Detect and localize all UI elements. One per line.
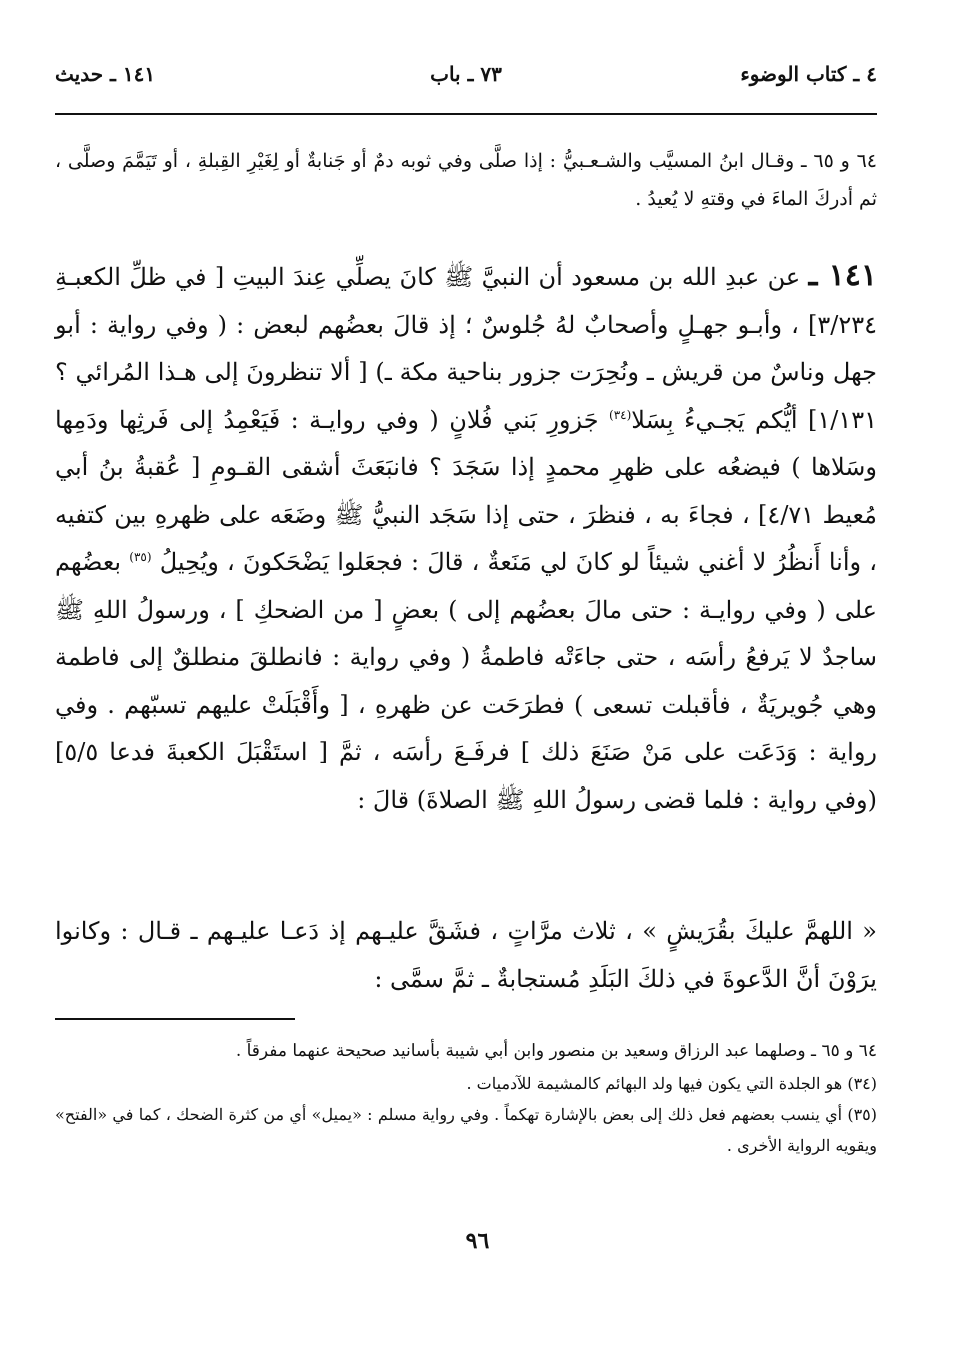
section-title: ٧٣ ـ باب xyxy=(430,62,502,86)
hadith-paragraph xyxy=(55,252,877,824)
hadith-reference: ١٤١ ـ حديث xyxy=(55,62,156,86)
footnote-divider xyxy=(55,1018,295,1020)
footnote-ref-35[interactable]: (٣٥) xyxy=(129,550,152,564)
hadith-body xyxy=(55,252,877,824)
hadith-text-part3: بعضُهم على ( وفي روايـة : حتى مالَ بعضُهم إلى ) بعضٍ [ من الضحكِ ] ، ورسولُ اللهِ ﷺ ساجدٌ لا يَرفعُ رأسَه ، حتى جاءَتْه فاطمةُ ( وفي رواية : فانطلقَ منطلقٌ إلى فاطمة وهي جُويريَةٌ ، فأقبلت تسعى ) فطرَحَت عن ظهرهِ ، [ وأَقْبَلَتْ عليهم تسبّهم . وفي رواية : وَدَعَت على مَنْ صَنَعَ ذلك ] فرفَـعَ رأسَه ، ثمَّ [ استَقْبَلَ الكعبةَ فدعا ٥/٥] (وفي رواية : فلما قضى رسولُ اللهِ ﷺ الصلاةَ) قالَ : xyxy=(55,548,877,814)
chapter-title: ٤ ـ كتاب الوضوء xyxy=(740,62,877,86)
footnote-35: (٣٥) أي ينسب بعضهم فعل ذلك إلى بعض بالإشارة تهكماً . وفي رواية مسلم : «يميل» أي من كثرة الضحك ، كما في «الفتح» ويقويه الرواية الأخرى . xyxy=(55,1105,877,1155)
invocation-paragraph xyxy=(55,907,877,1003)
page-number: ٩٦ xyxy=(465,1228,490,1254)
intro-text: ٦٤ و ٦٥ ـ وقـال ابنُ المسيَّب والشـعـبيُّ : إذا صلَّى وفي ثوبه دمٌ أو جَنابةٌ أو لِغَيْرِ القِبلةِ ، أو تَيَمَّمَ وصلَّى ، ثم أدركَ الماءَ في وقتهِ لا يُعيدُ . xyxy=(55,150,877,210)
hadith-text-part1: عن عبدِ الله بن مسعود أن النبيَّ ﷺ كانَ يصلِّي عِندَ البيتِ [ في ظلِّ الكعبـةِ ٣/٢٣٤] ، وأبـو جهـلٍ وأصحابٌ لهُ جُلوسٌ ؛ إذ قالَ بعضُهم لبعض : ( وفي رواية : أبو جهل وناسٌ من قريش ـ ونُحِرَت جزور بناحية مكة ـ) [ ألا تنظرونَ إلى هـذا المُرائي ؟ ١/١٣١] أيُّكم يَجـيءُ بِسَلا xyxy=(55,263,877,434)
intro-paragraph xyxy=(55,142,877,218)
hadith-text-part2: جَزورِ بَني فُلانٍ ( وفي روايـة : فَيَعْمِدُ إلى فَرثِها ودَمِها وسَلاها ) فيضعُه على ظهرِ محمدٍ إذا سَجَدَ ؟ فانبَعَثَ أشقى القـومِ [ عُقبةُ بنُ أبي مُعيط ٤/٧١] ، فجاءَ به ، فنظرَ ، حتى إذا سَجَد النبيُّ ﷺ وضَعَه على ظهرهِ بين كتفيه ، وأنا أَنظُرُ لا أغني شيئاً لو كانَ لي مَنَعةٌ ، قالَ : فجعَلوا يَضْحَكونَ ، ويُحِيلُ xyxy=(55,405,878,576)
invocation-text: « اللهمَّ عليكَ بقُرَيشٍ » ، ثلاث مرَّاتٍ ، فشَقَّ عليـهم إذ دَعـا عليـهم ـ قـال : وكانوا يرَوْنَ أنَّ الدَّعوةَ في ذلكَ البَلَدِ مُستجابةٌ ـ ثمَّ سمَّى : xyxy=(55,917,877,993)
header-divider xyxy=(55,113,877,115)
footnote-34: (٣٤) هو الجلدة التي يكون فيها ولد البهائم كالمشيمة للآدميات . xyxy=(466,1074,877,1093)
footnotes-section xyxy=(55,1034,877,1161)
footnote-ref-34[interactable]: (٣٤) xyxy=(609,407,632,422)
footnote-64-65: ٦٤ و ٦٥ ـ وصلهما عبد الرزاق وسعيد بن منصور وابن أبي شيبة بأسانيد صحيحة عنهما مفرقاً . xyxy=(235,1041,877,1061)
hadith-number: ١٤١ ـ xyxy=(808,258,877,293)
running-header xyxy=(55,62,877,98)
